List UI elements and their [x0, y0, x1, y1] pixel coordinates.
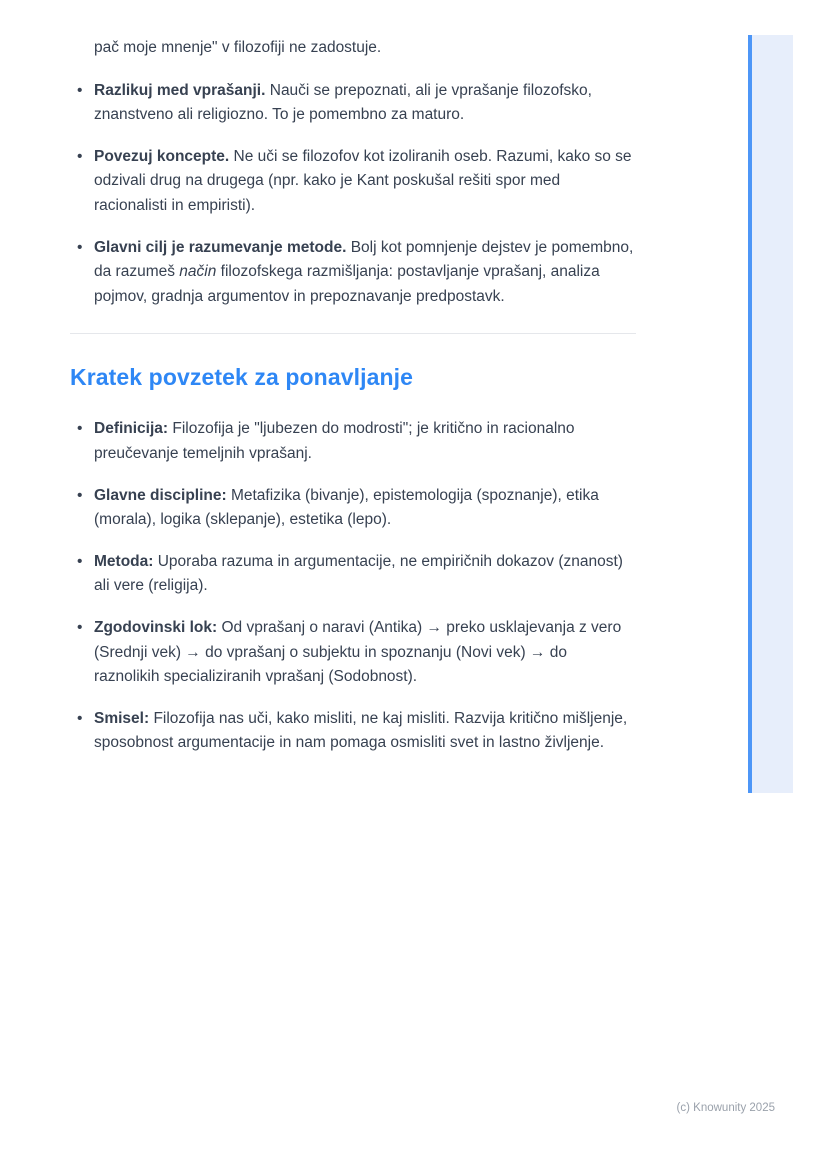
section-divider	[70, 333, 636, 334]
item-lead: Smisel:	[94, 709, 150, 727]
item-lead: Glavne discipline:	[94, 486, 227, 504]
list-item	[70, 236, 636, 310]
footer-credit: (c) Knowunity 2025	[676, 1102, 775, 1114]
item-body-italic: način	[179, 263, 217, 281]
item-lead: Definicija:	[94, 420, 169, 438]
item-body: Ne uči se filozofov kot izoliranih oseb. Razumi, kako so se odzivali drug na drugega (npr. kako je Kant poskušal rešiti spor med racionalisti in empiristi).	[94, 147, 632, 214]
study-tips-list	[70, 79, 636, 310]
item-lead: Metoda:	[94, 552, 154, 570]
summary-list	[70, 417, 636, 756]
item-body-post: filozofskega razmišljanja: postavljanje vprašanj, analiza pojmov, gradnja argumentov in prepoznavanje predpostavk.	[94, 263, 600, 305]
document-content	[70, 36, 636, 773]
item-body: Filozofija je "ljubezen do modrosti"; je kritično in racionalno preučevanje temeljnih vprašanj.	[94, 420, 575, 462]
item-lead: Povezuj koncepte.	[94, 147, 230, 165]
list-item	[70, 145, 636, 219]
list-item	[70, 79, 636, 128]
item-body: Uporaba razuma in argumentacije, ne empiričnih dokazov (znanost) ali vere (religija).	[94, 552, 623, 595]
item-body: Metafizika (bivanje), epistemologija (spoznanje), etika (morala), logika (sklepanje), estetika (lepo).	[94, 486, 599, 529]
item-body: Nauči se prepoznati, ali je vprašanje filozofsko, znanstveno ali religiozno. To je pomembno za maturo.	[94, 81, 592, 124]
list-item	[70, 417, 636, 466]
list-item	[70, 616, 636, 690]
item-lead: Glavni cilj je razumevanje metode.	[94, 238, 347, 256]
summary-heading: Kratek povzetek za ponavljanje	[70, 364, 414, 391]
item-lead: Razlikuj med vprašanji.	[94, 81, 266, 99]
list-item	[70, 550, 636, 599]
continuation-line: pač moje mnenje" v filozofiji ne zadostuje.	[94, 39, 382, 56]
list-item	[70, 707, 636, 756]
scrollbar-track[interactable]	[748, 35, 793, 793]
list-item	[70, 484, 636, 533]
item-body: Od vprašanj o naravi (Antika) → preko usklajevanja z vero (Srednji vek) → do vprašanj o subjektu in spoznanju (Novi vek) → do raznolikih specializiranih vprašanj (Sodobnost).	[94, 618, 622, 686]
item-body: Filozofija nas uči, kako misliti, ne kaj misliti. Razvija kritično mišljenje, sposobnost argumentacije in nam pomaga osmisliti svet in lastno življenje.	[94, 709, 628, 752]
item-lead: Zgodovinski lok:	[94, 618, 218, 636]
item-body-pre: Bolj kot pomnjenje dejstev je pomembno, da razumeš	[94, 238, 634, 281]
